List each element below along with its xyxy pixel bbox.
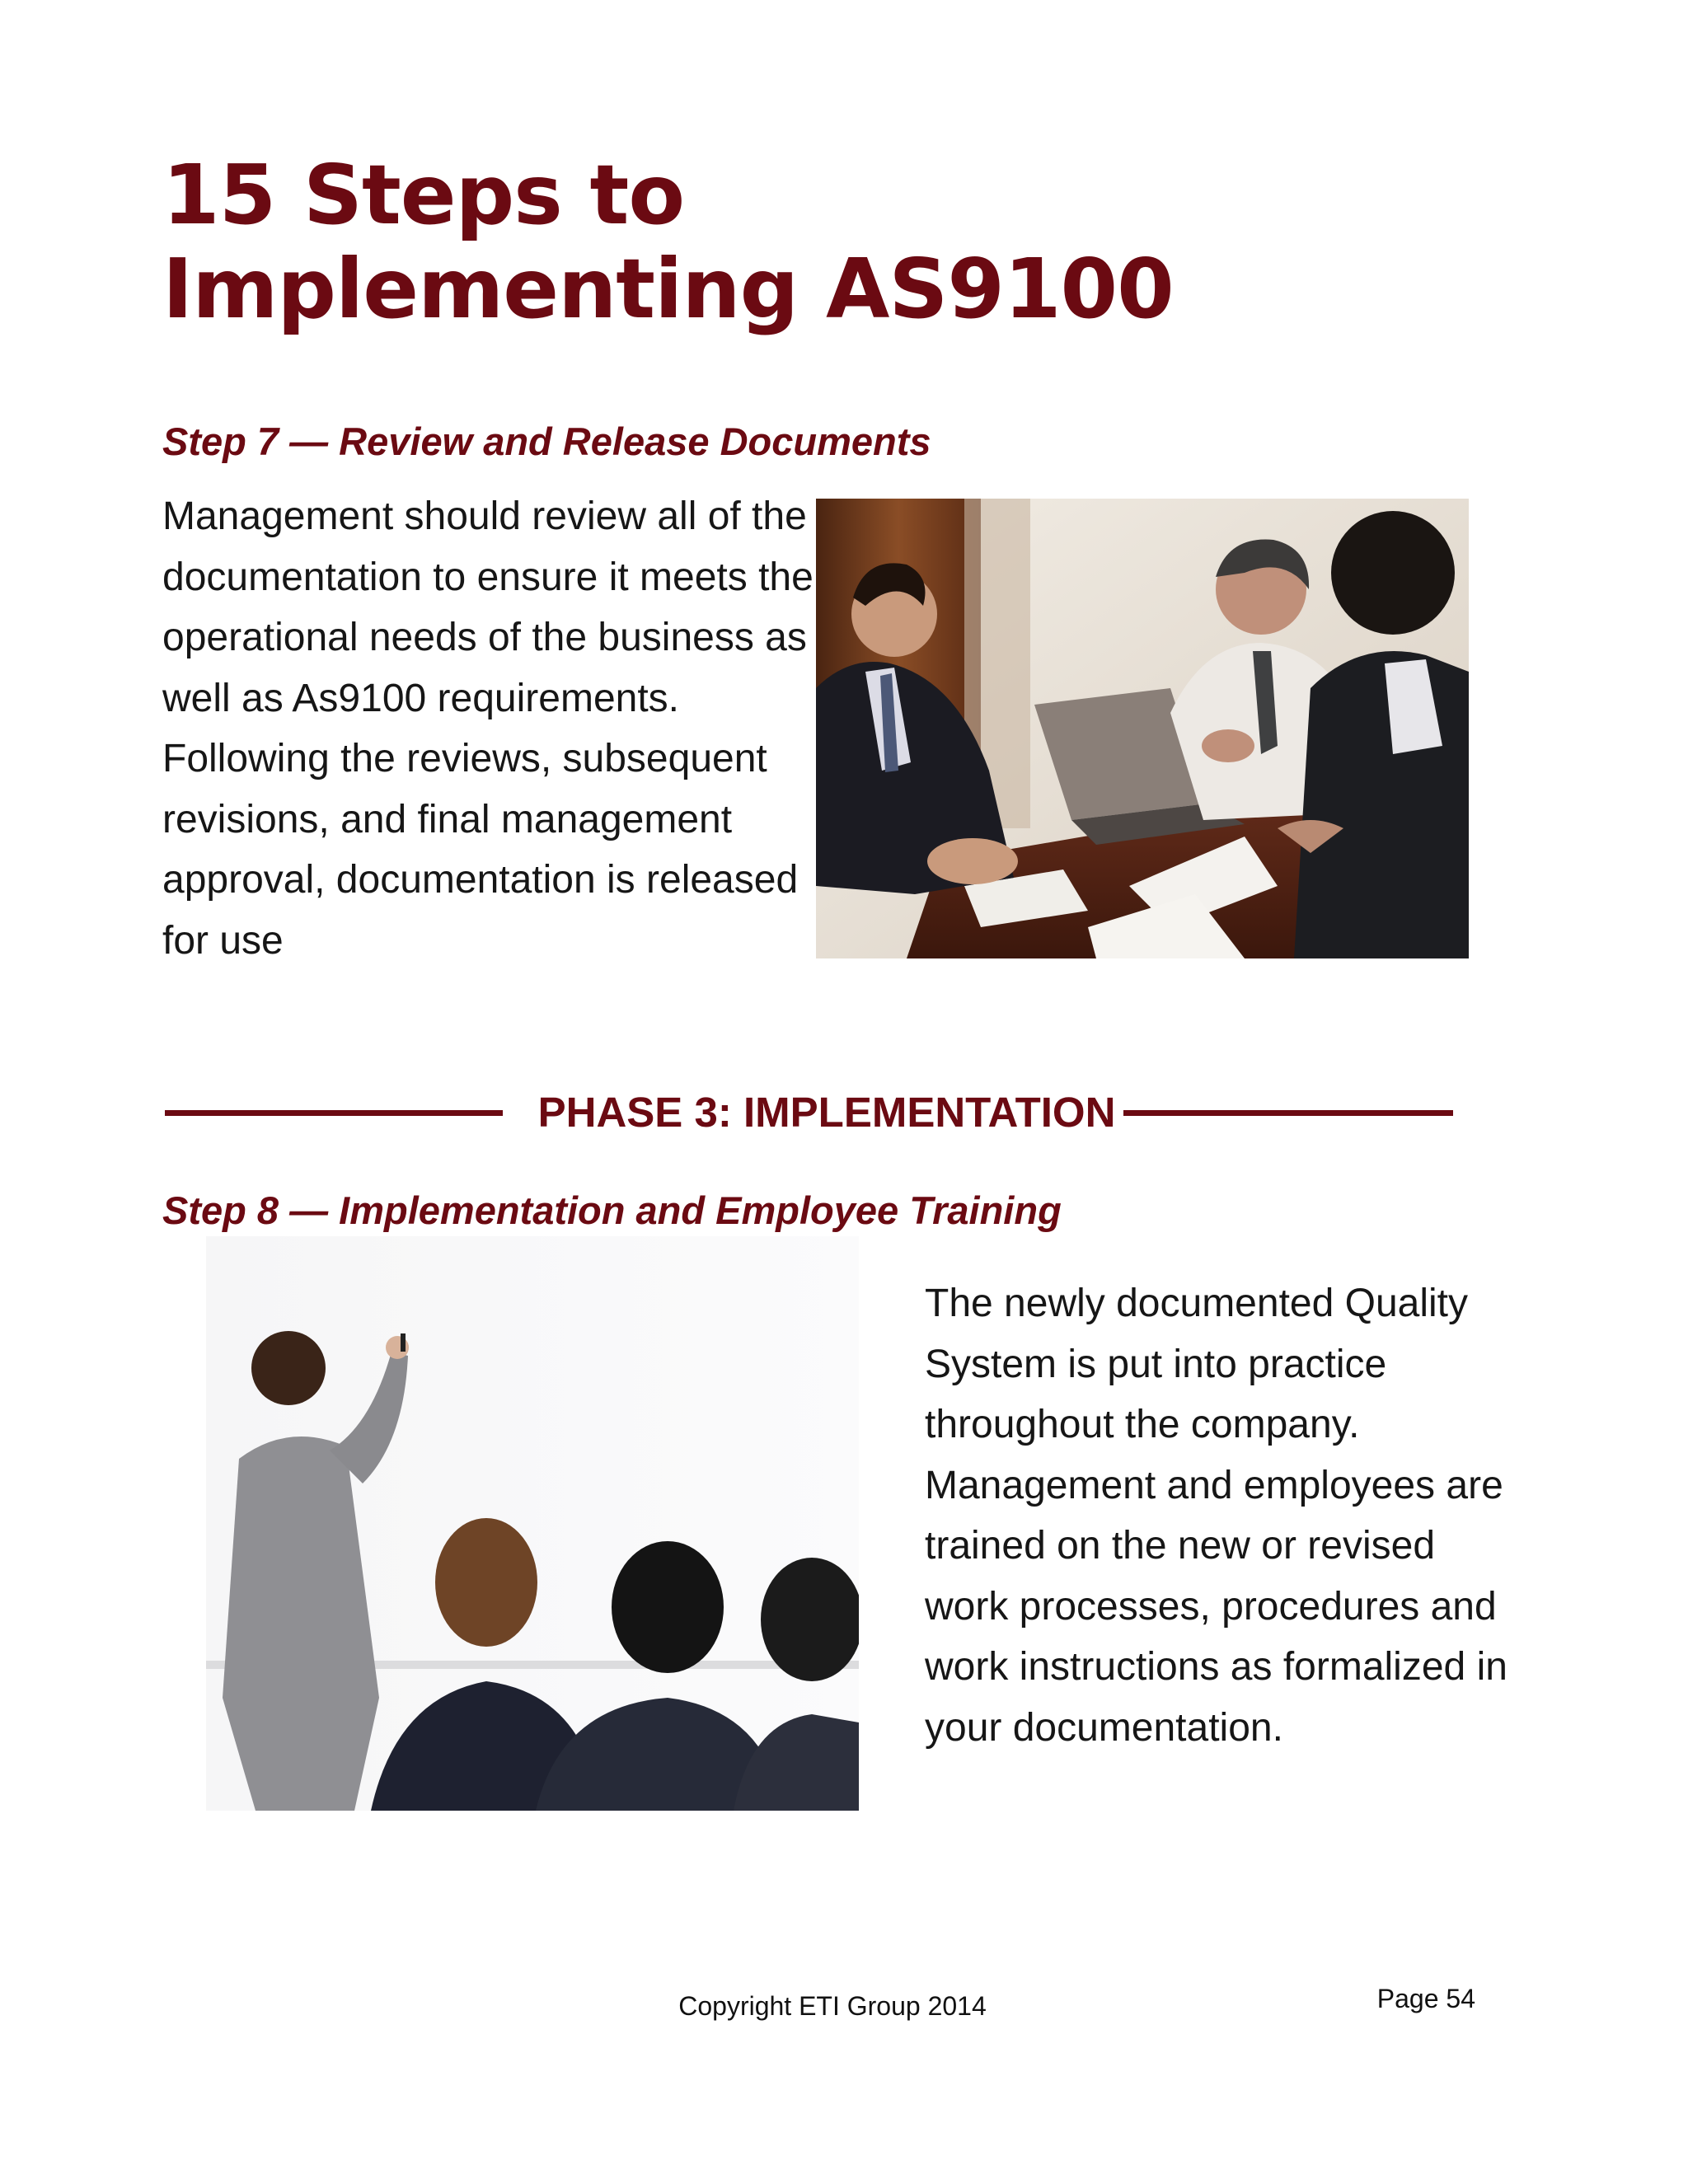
page-number: Page 54 [1376,1984,1475,2013]
step-7-body: Management should review all of the documentation to ensure it meets the operational needs of the business as well as As9100 requirements. Following the reviews, subsequent revisions, and final management approval, documentation is released for use [162,494,814,963]
employee-training-photo [206,1236,859,1811]
divider-line-right [1123,1110,1453,1116]
step-8-body: The newly documented Quality System is put into practice throughout the company. Management and employees are trained on the new or revised work processes, procedures and work instructions as formalized in your documentation. [925,1282,1507,1750]
divider-line-left [165,1110,503,1116]
footer-copyright: Copyright ETI Group 2014 [678,1991,987,2021]
phase-3-label: PHASE 3: IMPLEMENTATION [537,1089,1116,1136]
step-7-heading: Step 7 — Review and Release Documents [162,419,931,463]
business-meeting-photo [816,499,1469,958]
page-title: 15 Steps to Implementing AS9100 [162,147,1174,337]
step-8-heading: Step 8 — Implementation and Employee Training [162,1188,1062,1232]
phase-3-divider [165,1080,1459,1146]
